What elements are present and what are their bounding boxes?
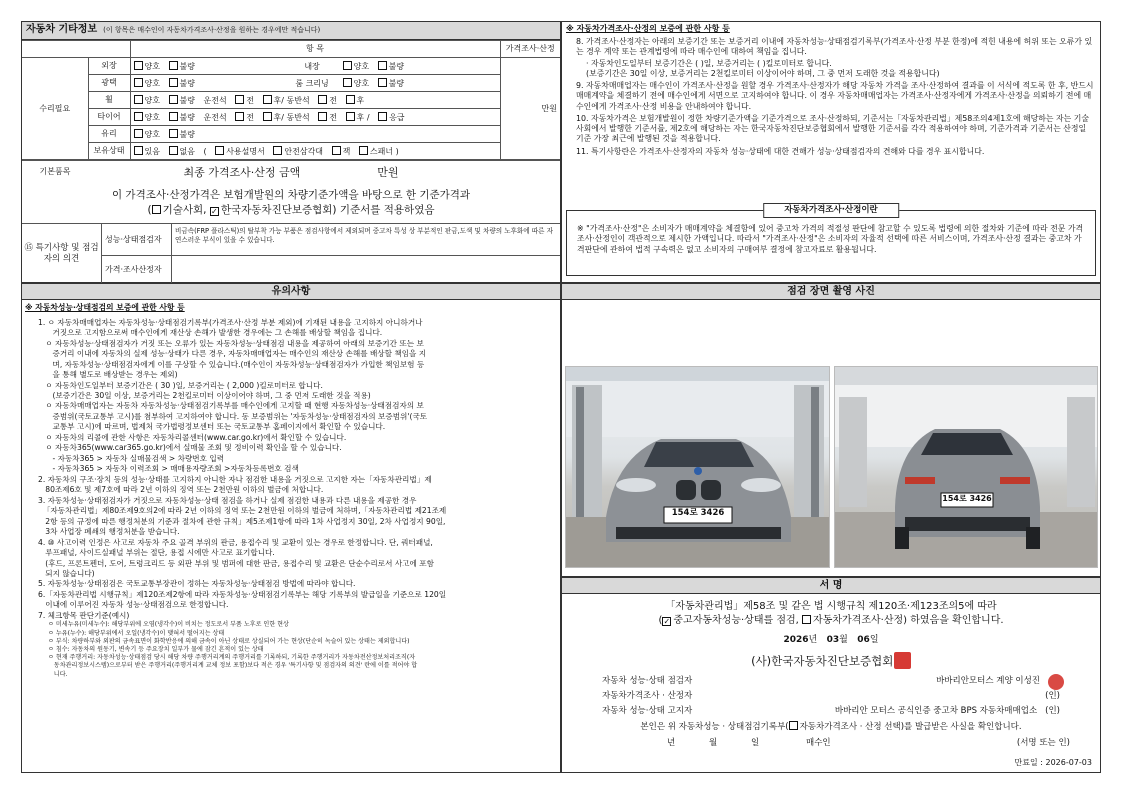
other-info-table: 항 목 가격조사·산정 수리필요 외장 양호 불량 내장 양호 불량 만원 광택 양호 불량 룸 크리닝 양호 불량 휠 양호 불량 운전석 전 후/ 동반석 전 후 타이어 양호 불량 운전석 전 후/ 동반석 전 후 / 응급 유리 양호 불량 보유상태 있음 없음 ( 사용설명서 안전삼각대 잭 스패너 ) (22, 40, 560, 160)
notice-criteria-line: ㅇ 현재 주행거리: 자동차성능·상태점검 당시 해당 차량 주행거리계의 주행거리를 기록하되, 기록한 주행거리가 자동차전산정보처리조직(자 (48, 654, 416, 662)
signer-row-notifier: 자동차 성능·상태 고지자 바바리안 모터스 공식인증 중고차 BPS 자동차매매업소 (인) (602, 706, 1060, 717)
guarantee-item-8-period: · 자동차인도일부터 보증기간은 ( )일, 보증거리는 ( )킬로미터로 합니다. (586, 58, 832, 68)
special-notes-block (22, 224, 560, 284)
tire-driver-front-checkbox[interactable] (235, 112, 244, 121)
interior-bad-checkbox[interactable] (378, 61, 387, 70)
exterior-good-checkbox[interactable] (134, 61, 143, 70)
guarantee-item-11: 11. 특기사항란은 가격조사·산정자의 자동차 성능·상태에 대한 견해가 성능·상태점검자의 견해와 다를 경우 표시합니다. (576, 146, 985, 156)
rear-license-plate: 154로 3426 (942, 494, 992, 503)
wheel-bad-checkbox[interactable] (169, 95, 178, 104)
notice-criteria-line: ㅇ 누유(누수): 해당부위에서 오일(냉각수)이 맺혀서 떨어지는 상태 (48, 629, 225, 637)
appraiser-label: 가격·조사산정자 (102, 256, 172, 284)
wheel-passenger-front-checkbox[interactable] (318, 95, 327, 104)
inspector-name: 바바리안모터스 계양 이성진 (936, 676, 1040, 687)
issue-date: 2026년 03월 06일 (783, 635, 879, 645)
price-value: 만원 (500, 58, 560, 160)
association-name: (사)한국자동차진단보증협회 (751, 654, 894, 669)
wheel-driver-rear-checkbox[interactable] (263, 95, 272, 104)
basic-items-label: 기본품목 (39, 167, 71, 176)
notice-body (22, 318, 560, 622)
glass-good-checkbox[interactable] (134, 129, 143, 138)
notice-line: 2항 등의 규정에 따른 행정처분의 기준과 절차에 관한 규칙」제5조제1항에 따라 1차 사업정지 30일, 2차 사업정지 90일, (38, 516, 446, 526)
appraisal-definition-text: ※ "가격조사·산정"은 소비자가 매매계약을 체결함에 있어 중고차 가격의 적절성 판단에 참고할 수 있도록 법령에 의한 절차와 기준에 따라 전문 가격조사·산정인이 객관적으로 제시한 가액입니다. 따라서 "가격조사·산정"은 소비자의 자율적 선택에 따른 서비스이며, 가격조사·산정 결과는 중고차 가격판단에 관하여 법적 구속력은 없고 소비자의 구매여부 결정에 참고자료로 활용됩니다. (577, 224, 1084, 254)
notice-section (21, 283, 561, 773)
repair-label: 수리필요 (22, 58, 88, 160)
notice-line: 4. ⑩ 사고이력 인정은 사고로 자동차 주요 골격 부위의 판금, 용접수리 및 교환이 있는 경우로 한정합니다. 단, 쿼터패널, (38, 537, 433, 547)
signature-section (561, 577, 1101, 773)
tire-driver-rear-checkbox[interactable] (263, 112, 272, 121)
spanner-checkbox[interactable] (359, 146, 368, 155)
row-holding: 보유상태 (88, 143, 130, 160)
notice-line: 을 통해 별도로 배상받는 경우는 제외) (38, 370, 178, 380)
exterior-bad-checkbox[interactable] (169, 61, 178, 70)
guarantee-item-8-note: (보증기간은 30일 이상, 보증거리는 2천킬로미터 이상이어야 하며, 그 중 먼저 도래한 것을 적용합니다) (586, 68, 940, 78)
association-seal (894, 652, 911, 669)
notice-line: 3. 자동차성능·상태점검자가 거짓으로 자동차성능·상태 점검을 하거나 실제 점검한 내용과 다른 내용을 제공한 경우 (38, 495, 417, 505)
notice-line: ㅇ 자동차매매업자는 자동차 자동차성능·상태점검기록부를 매수인에게 고지할 때 현행 자동차성능·상태점검자의 보 (38, 401, 424, 411)
final-price-input[interactable] (304, 175, 374, 176)
wheel-driver-front-checkbox[interactable] (235, 95, 244, 104)
notice-criteria (22, 621, 560, 679)
manual-checkbox[interactable] (215, 146, 224, 155)
notice-line: 증범위(국토교통부 고시)를 첨부하여 고지하여야 합니다. 동 보증범위는 '자동차성능·상태점검자의 보증범위'(국토 (38, 411, 428, 421)
notice-line: 되지 않습니다) (38, 568, 95, 578)
buyer-label: 매수인 (806, 737, 831, 748)
notice-criteria-line: ㅇ 미세누유(미세누수): 해당부위에 오염(냉각수)이 비치는 정도로서 부품 노후로 인한 현상 (48, 621, 289, 629)
buyer-sign-field[interactable]: (서명 또는 인) (1016, 737, 1070, 748)
kadsa-checkbox[interactable]: ✓ (211, 207, 218, 217)
photo-title: 점검 장면 촬영 사진 (562, 284, 1100, 300)
notice-line: 교통부 고시)에 따르며, 법제처 국가법령정보센터 또는 국토교통부 홈페이지에서 확인할 수 있습니다. (38, 422, 386, 432)
confirm-line: (✓ 중고자동차성능·상태를 점검, 자동차가격조사·산정) 하였음을 확인합니다. (658, 614, 1004, 626)
notice-line: 3차 사업장 폐쇄의 행정처분을 받습니다. (38, 527, 180, 537)
guarantee-item-8: 8. 가격조사·산정자는 아래의 보증기간 또는 보증거리 이내에 자동차성능·상태점검기록부(가격조사·산정 부분 한정)에 적힌 내용에 허위 또는 오류가 있는 경우 계약 또는 관계법령에 따라 매수인에 대하여 책임을 집니다. (576, 37, 1093, 57)
notice-line: - 자동차365 > 자동차 이력조회 > 매매용자량조회 >자동차등록번호 검색 (38, 464, 299, 474)
notice-line: 이내에 이루어진 자동차 성능·상태점검으로 한정합니다. (38, 600, 229, 610)
inspector-opinion: 비금속(FRP 플라스틱)의 탈부착 가능 부품은 점검사항에서 제외되며 중고차 특성 상 부분적인 판금,도색 및 차량의 노후화에 따른 자연스러운 부식이 있을 수 있습니다. (175, 227, 553, 244)
row-interior: 내장 (304, 61, 320, 71)
basis-line-1: 이 가격조사·산정가격은 보험개발원의 차량기준가액을 바탕으로 한 기준가격과 (111, 189, 471, 201)
rear-inspection-photo (834, 366, 1098, 568)
row-exterior: 외장 (88, 58, 130, 75)
notice-line: ㅇ 자동차인도일부터 보증기간은 ( 30 )일, 보증거리는 ( 2,000 )킬로미터로 합니다. (38, 380, 323, 390)
triangle-checkbox[interactable] (273, 146, 282, 155)
appraisal-definition-title: 자동차가격조사·산정이란 (763, 203, 899, 218)
guarantee-item-10: 10. 자동차가격은 보험개발원이 정한 차량기준가액을 기준가격으로 조사·산정하되, 기준서는「자동차관리법」제58조의4제1호에 해당하는 자는 기술사회에서 발행한 기준서를, 제2호에 해당하는 자는 한국자동차진단보증협회에서 발행한 기준서를 각각 적용하여야 하며, 기준가격과 기준서는 산정일 기준 가장 최근에 발행된 것을 적용합니다. (576, 113, 1089, 144)
price-guarantee-title: ※ 자동차가격조사·산정의 보증에 관한 사항 등 (566, 24, 730, 33)
wheel-good-checkbox[interactable] (134, 95, 143, 104)
final-price-unit: 만원 (377, 166, 399, 179)
other-info-subtitle: (이 항목은 매수인이 자동차가격조사·산정을 원하는 경우에만 적습니다) (103, 26, 321, 35)
signer-row-appraiser: 자동차가격조사 · 산정자 (인) (602, 691, 1060, 702)
cleaning-good-checkbox[interactable] (343, 78, 352, 87)
notice-line: 5. 자동차성능·상태점검은 국토교통부장관이 정하는 자동차성능·상태점검 방법에 따라야 합니다. (38, 579, 356, 589)
expiry-date: 만료일 : 2026-07-03 (1014, 758, 1092, 767)
notice-title: 유의사항 (22, 284, 560, 300)
notice-subtitle: ※ 자동차성능·상태점검의 보증에 관한 사항 등 (25, 303, 185, 312)
notice-criteria-line: ㅇ 침수: 자동차의 원동기, 변속기 등 주요장치 일부가 물에 잠긴 흔적이 있는 상태 (48, 645, 264, 653)
glass-bad-checkbox[interactable] (169, 129, 178, 138)
notice-line: ㅇ 자동차365(www.car365.go.kr)에서 실매물 조회 및 정비이력 확인을 할 수 있습니다. (38, 443, 342, 453)
row-wheel: 휠 (88, 92, 130, 109)
notice-line: 2. 자동차의 구조·장치 등의 성능·상태를 고지하지 아니한 자나 점검한 내용을 거짓으로 고지한 자는「자동차관리법」제 (38, 474, 432, 484)
notice-line: 80조제6호 및 제7호에 따라 2년 이하의 징역 또는 2천만원 이하의 벌금에 처합니다. (38, 485, 324, 495)
interior-good-checkbox[interactable] (343, 61, 352, 70)
notice-criteria-line: 니다. (48, 670, 68, 678)
appraisal-definition-box (566, 205, 1096, 276)
front-inspection-photo (565, 366, 830, 568)
final-price-label: 최종 가격조사·산정 금액 (183, 166, 301, 179)
receipt-appraisal-checkbox[interactable] (789, 721, 798, 730)
final-price-block: 최종 가격조사·산정 금액 만원 이 가격조사·산정가격은 보험개발원의 차량기준가액을 바탕으로 한 기준가격과 ( 기술사회, ✓ 한국자동차진단보증협회) 기준서를 적용하였음 (22, 160, 560, 224)
photo-section (561, 283, 1101, 577)
other-info-header (22, 22, 560, 40)
notice-line: 7. 체크항목 판단기준(예시) (38, 610, 130, 620)
signature-title: 서 명 (562, 578, 1100, 594)
other-info-section (21, 21, 561, 283)
notice-line: - 자동차365 > 자동차 실매물검색 > 차량번호 입력 (38, 453, 225, 463)
appraiser-opinion[interactable] (172, 256, 560, 284)
holding-have-checkbox[interactable] (134, 146, 143, 155)
notice-line: ㅇ 자동차의 리콜에 관한 사항은 자동차리콜센터(www.car.go.kr)에서 확인할 수 있습니다. (38, 432, 347, 442)
tire-emergency-checkbox[interactable] (378, 112, 387, 121)
front-license-plate: 154로 3426 (671, 508, 725, 518)
jack-checkbox[interactable] (332, 146, 341, 155)
special-notes-label: ⑮ 특기사항 및 점검자의 의견 (22, 224, 102, 284)
gloss-good-checkbox[interactable] (134, 78, 143, 87)
tire-passenger-front-checkbox[interactable] (318, 112, 327, 121)
notice-line: ㅇ 자동차성능·상태점검자가 거짓 또는 오류가 있는 자동차성능·상태점검 내용을 제공하여 아래의 보증기간 또는 보 (38, 338, 424, 348)
row-glass: 유리 (88, 126, 130, 143)
notice-line: 증거리 이내에 자동차의 실제 성능·상태가 다른 경우, 자동차매매업자는 매수인의 재산상 손해를 배상할 책임을 지 (38, 349, 427, 359)
price-appraisal-checkbox[interactable] (802, 615, 811, 624)
notice-line: 며, 자동차성능·상태점검자에게 이를 구상할 수 있습니다.(매수인이 자동차성능·상태점검자가 가입한 책임보험 등 (38, 359, 425, 369)
tire-good-checkbox[interactable] (134, 112, 143, 121)
row-gloss: 광택 (88, 75, 130, 92)
tire-bad-checkbox[interactable] (169, 112, 178, 121)
notice-line: (후드, 프론트펜더, 도어, 트렁크리드 등 외판 부위 및 범퍼에 대한 판금, 용접수리 및 교환은 단순수리로서 사고에 포함 (38, 558, 434, 568)
inspector-seal (1048, 674, 1064, 690)
guarantee-item-9: 9. 자동차매매업자는 매수인이 가격조사·산정을 원할 경우 가격조사·산정자가 해당 자동차 가격을 조사·산정하여 결과를 이 서식에 적도록 한 후, 반드시 매매계약을 체결하기 전에 매수인에게 서면으로 고지하여야 합니다. 이 경우 자동차매매업자는 가격조사·산정자에게 가격조사·산정을 의뢰하기 전에 매수인에게 가격조사·산정 비용을 안내하여야 합니다. (576, 81, 1094, 111)
buyer-row: 년 월 일 매수인 (서명 또는 인) (667, 737, 1070, 748)
notice-line: 루프패널, 사이드실패널 부위는 절단, 용접 시에만 사고로 표기합니다. (38, 548, 275, 558)
wheel-passenger-rear-checkbox[interactable] (346, 95, 355, 104)
signer-row-inspector: 자동차 성능·상태 점검자 바바리안모터스 계양 이성진 (602, 674, 1060, 689)
notice-line: 「자동차관리법」제80조제9호의2에 따라 2년 이하의 징역 또는 2천만원 이하의 벌금에 처하며,「자동차관리법 제21조제 (38, 506, 447, 516)
dealer-name: 바바리안 모터스 공식인증 중고차 BPS 자동차매매업소 (834, 706, 1038, 717)
tech-society-checkbox[interactable] (152, 205, 161, 214)
notice-line: (보증기간은 30일 이상, 보증거리는 2천킬로미터 이상이어야 하며, 그 중 먼저 도래한 것을 적용) (38, 391, 371, 401)
tire-passenger-rear-checkbox[interactable] (346, 112, 355, 121)
inspector-label: 성능·상태점검자 (102, 224, 172, 255)
notice-line: 거짓으로 고지함으로써 매수인에게 재산상 손해가 발생한 경우에는 그 손해를 배상할 책임을 집니다. (38, 328, 383, 338)
cleaning-bad-checkbox[interactable] (378, 78, 387, 87)
receipt-line: 본인은 위 자동차성능 · 상태점검기록부( 자동차가격조사 · 산정 선택)를 발급받은 사실을 확인합니다. (640, 722, 1022, 733)
price-header: 가격조사·산정 (500, 41, 560, 58)
notice-criteria-line: 동차관리정보시스템)으로부터 받은 주행거리(주행거리계 교체 정보 포함)보다 적은 경우 '특기사항 및 점검자의 의견' 란에 이를 적어야 합 (48, 662, 418, 670)
law-line: 「자동차관리법」제58조 및 같은 법 시행규칙 제120조·제123조의5에 따라 (665, 601, 997, 612)
performance-check-checkbox[interactable]: ✓ (663, 616, 671, 626)
price-guarantee-section (561, 21, 1101, 283)
notice-line: 1. ㅇ 자동차매매업자는 자동차성능·상태점검기록부(가격조사·산정 부분 제외)에 기재된 내용을 고지하지 아니하거나 (38, 317, 423, 327)
notice-criteria-line: ㅇ 부식: 차량하부와 외판의 금속표면이 화학반응에 의해 금속이 아닌 상태로 상실되어 가는 현상(단순히 녹슬어 있는 상태는 제외합니다) (48, 637, 410, 645)
holding-none-checkbox[interactable] (169, 146, 178, 155)
items-header: 항 목 (130, 41, 500, 58)
row-tire: 타이어 (88, 109, 130, 126)
notice-line: 6.「자동차관리법 시행규칙」제120조제2항에 따라 자동차성능·상태점검기록부는 해당 기록부의 발급일을 기준으로 120일 (38, 589, 447, 599)
other-info-title: 자동차 기타정보 (26, 24, 98, 36)
row-room-cleaning: 룸 크리닝 (295, 78, 329, 88)
gloss-bad-checkbox[interactable] (169, 78, 178, 87)
